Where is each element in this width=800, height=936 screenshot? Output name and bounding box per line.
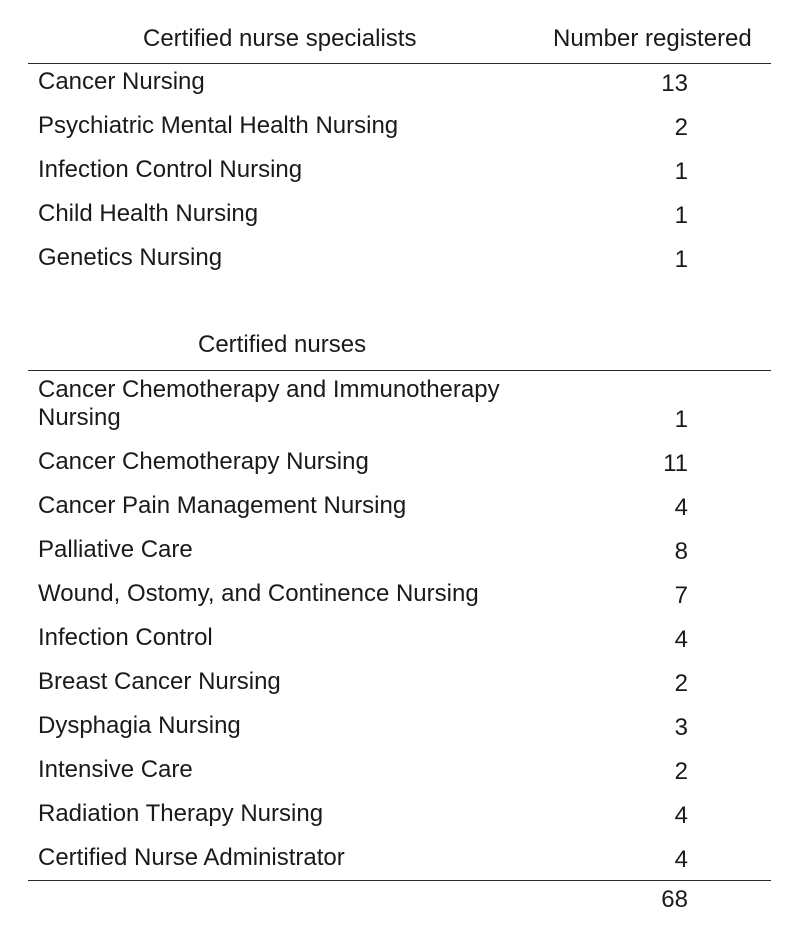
row-label: Infection Control	[38, 624, 213, 651]
certified-nurses-list	[38, 376, 698, 888]
row-label: Cancer Nursing	[38, 68, 205, 95]
table-row	[38, 244, 698, 288]
row-label: Cancer Chemotherapy Nursing	[38, 448, 369, 475]
row-label: Dysphagia Nursing	[38, 712, 241, 739]
header-certified-nurse-specialists: Certified nurse specialists	[143, 25, 417, 52]
header-certified-nurses: Certified nurses	[198, 331, 367, 358]
row-label: Genetics Nursing	[38, 244, 223, 271]
rule-bottom	[28, 880, 771, 881]
row-label: Cancer Chemotherapy and Immunotherapy Nursing	[38, 376, 500, 431]
row-value: 1	[674, 246, 688, 273]
row-label: Intensive Care	[38, 756, 193, 783]
table-row	[38, 800, 698, 844]
row-value: 1	[674, 202, 688, 229]
row-value: 11	[663, 450, 688, 477]
row-label: Breast Cancer Nursing	[38, 668, 281, 695]
row-value: 1	[674, 158, 688, 185]
row-value: 8	[674, 538, 688, 565]
table-row	[38, 668, 698, 712]
row-label: Wound, Ostomy, and Continence Nursing	[38, 580, 479, 607]
table-row	[38, 580, 698, 624]
row-value: 4	[674, 802, 688, 829]
table-row	[38, 492, 698, 536]
header-number-registered: Number registered	[553, 25, 752, 52]
row-value: 2	[674, 670, 688, 697]
total-value: 68	[661, 886, 688, 913]
table-row	[38, 712, 698, 756]
table-row	[38, 68, 698, 112]
row-value: 4	[674, 494, 688, 521]
row-value: 2	[674, 758, 688, 785]
row-label: Certified Nurse Administrator	[38, 844, 345, 871]
row-label: Radiation Therapy Nursing	[38, 800, 324, 827]
row-value: 4	[674, 846, 688, 873]
table-row	[38, 756, 698, 800]
row-value: 1	[674, 406, 688, 433]
table-row	[38, 200, 698, 244]
row-label: Palliative Care	[38, 536, 193, 563]
row-value: 2	[674, 114, 688, 141]
specialists-list	[38, 68, 698, 288]
table-row	[38, 624, 698, 668]
row-value: 4	[674, 626, 688, 653]
row-label: Cancer Pain Management Nursing	[38, 492, 407, 519]
rule-middle	[28, 370, 771, 371]
row-label: Child Health Nursing	[38, 200, 259, 227]
row-value: 3	[674, 714, 688, 741]
table-row	[38, 156, 698, 200]
table-row	[38, 536, 698, 580]
table-row	[38, 376, 698, 448]
row-label: Infection Control Nursing	[38, 156, 303, 183]
row-label: Psychiatric Mental Health Nursing	[38, 112, 399, 139]
row-value: 7	[674, 582, 688, 609]
row-value: 13	[661, 70, 688, 97]
table-row	[38, 448, 698, 492]
table-row	[38, 844, 698, 888]
table-row	[38, 112, 698, 156]
rule-top	[28, 63, 771, 64]
